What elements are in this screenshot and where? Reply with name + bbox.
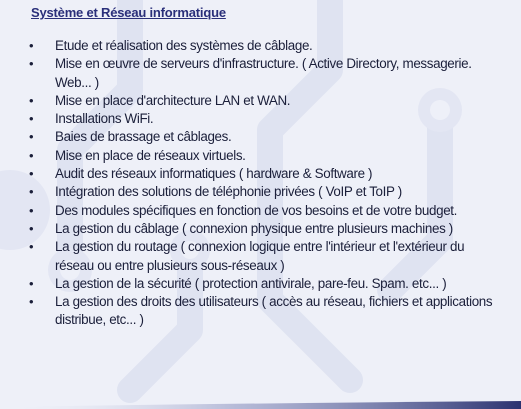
bullet-icon: • xyxy=(29,56,34,72)
list-item xyxy=(29,183,499,201)
list-item xyxy=(29,293,499,330)
list-item xyxy=(29,110,499,128)
list-item xyxy=(29,37,499,55)
bullet-icon: • xyxy=(29,294,34,310)
list-item-text: Audit des réseaux informatiques ( hardware & Software ) xyxy=(55,166,373,182)
list-item-text: La gestion du routage ( connexion logique entre l'intérieur et l'extérieur du réseau ou entre plusieurs sous-réseaux ) xyxy=(55,239,465,273)
list-item xyxy=(29,202,499,220)
list-item-text: Mise en place d'architecture LAN et WAN. xyxy=(55,92,291,108)
bullet-icon: • xyxy=(29,184,34,200)
list-item xyxy=(29,92,499,110)
bullet-icon: • xyxy=(29,111,34,127)
list-item xyxy=(29,55,499,92)
bullet-icon: • xyxy=(29,220,34,236)
list-item xyxy=(29,220,499,238)
bullet-icon: • xyxy=(29,166,34,182)
list-item-text: Mise en place de réseaux virtuels. xyxy=(55,147,246,163)
list-item xyxy=(29,238,499,275)
bullet-icon: • xyxy=(29,239,34,255)
list-item-text: La gestion des droits des utilisateurs ( accès au réseau, fichiers et applications distribue, etc... ) xyxy=(55,294,493,328)
list-item xyxy=(29,147,499,165)
list-item xyxy=(29,275,499,293)
section-heading: Système et Réseau informatique xyxy=(31,5,226,20)
bullet-icon: • xyxy=(29,129,34,145)
list-item-text: La gestion de la sécurité ( protection antivirale, pare-feu. Spam. etc... ) xyxy=(55,275,447,291)
list-item-text: Etude et réalisation des systèmes de câblage. xyxy=(55,38,313,53)
bullet-icon: • xyxy=(29,202,34,218)
bottom-accent-bar xyxy=(0,401,521,409)
list-item-text: Mise en œuvre de serveurs d'infrastructure. ( Active Directory, messagerie. Web... ) xyxy=(55,56,472,90)
bullet-icon: • xyxy=(29,275,34,291)
list-item xyxy=(29,165,499,183)
services-list xyxy=(29,37,499,330)
list-item xyxy=(29,128,499,146)
list-item-text: Installations WiFi. xyxy=(55,111,154,127)
list-item-text: Baies de brassage et câblages. xyxy=(55,129,232,145)
bullet-icon: • xyxy=(29,92,34,108)
bullet-icon: • xyxy=(29,38,34,53)
bullet-icon: • xyxy=(29,147,34,163)
list-item-text: Des modules spécifiques en fonction de vos besoins et de votre budget. xyxy=(55,202,458,218)
list-item-text: Intégration des solutions de téléphonie privées ( VoIP et ToIP ) xyxy=(55,184,402,200)
list-item-text: La gestion du câblage ( connexion physique entre plusieurs machines ) xyxy=(55,220,453,236)
